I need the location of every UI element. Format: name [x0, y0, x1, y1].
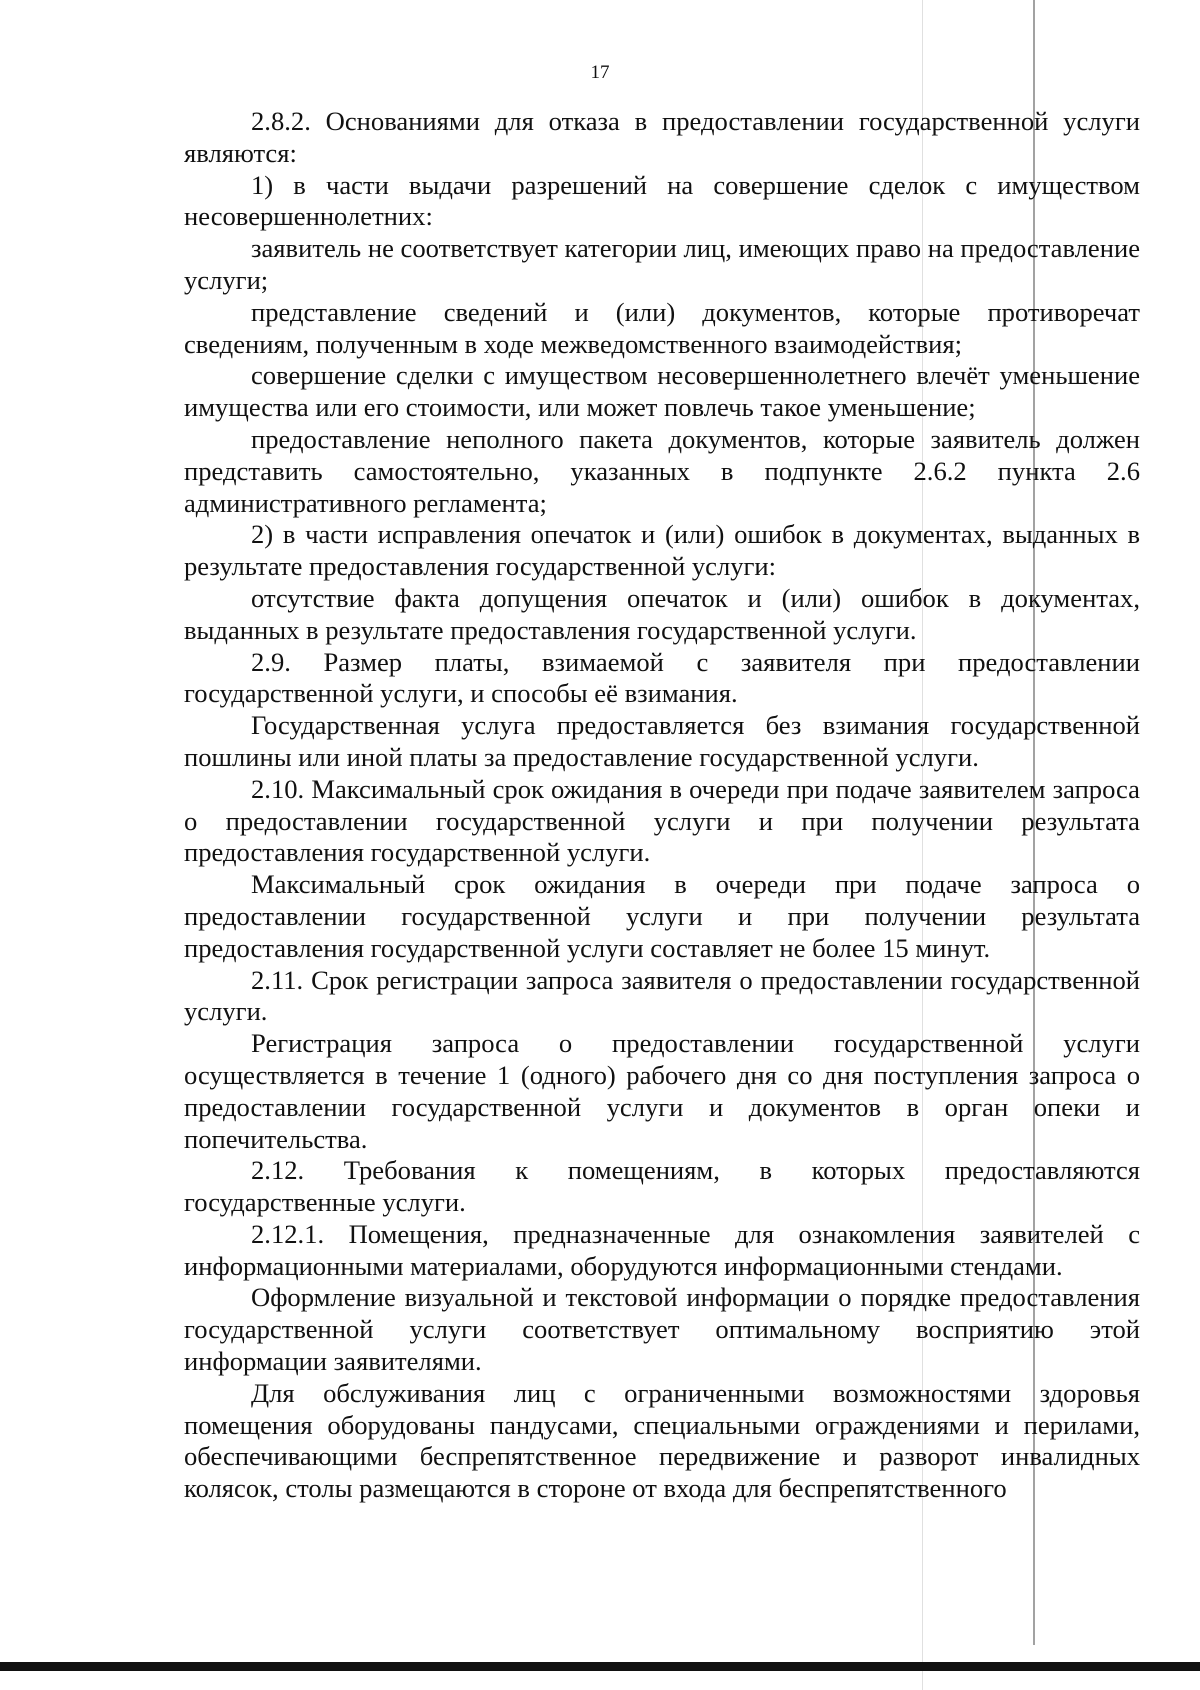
paragraph: 2) в части исправления опечаток и (или) ошибок в документах, выданных в результате предоставления государственной услуги:: [184, 519, 1140, 582]
paragraph: 2.9. Размер платы, взимаемой с заявителя при предоставлении государственной услуги, и способы её взимания.: [184, 646, 1140, 709]
paragraph: Максимальный срок ожидания в очереди при подаче запроса о предоставлении государственной услуги и при получении результата предоставления государственной услуги составляет не более 15 минут.: [184, 869, 1140, 963]
scan-border-bar: [0, 1662, 1200, 1671]
paragraph: 2.10. Максимальный срок ожидания в очереди при подаче заявителем запроса о предоставлении государственной услуги и при получении результата предоставления государственной услуги.: [184, 773, 1140, 868]
paragraph: отсутствие факта допущения опечаток и (или) ошибок в документах, выданных в результате предоставления государственной услуги.: [184, 582, 1140, 645]
paragraph: предоставление неполного пакета документов, которые заявитель должен представить самостоятельно, указанных в подпункте 2.6.2 пункта 2.6 административного регламента;: [184, 423, 1140, 518]
paragraph: 2.12. Требования к помещениям, в которых предоставляются государственные услуги.: [184, 1155, 1140, 1218]
document-body: [184, 106, 1140, 1505]
paragraph: 2.8.2. Основаниями для отказа в предоставлении государственной услуги являются:: [184, 106, 1140, 168]
paragraph: Государственная услуга предоставляется без взимания государственной пошлины или иной платы за предоставление государственной услуги.: [184, 710, 1140, 772]
paragraph: Оформление визуальной и текстовой информации о порядке предоставления государственной услуги соответствует оптимальному восприятию этой информации заявителями.: [184, 1282, 1140, 1377]
paragraph: совершение сделки с имуществом несовершеннолетнего влечёт уменьшение имущества или его стоимости, или может повлечь такое уменьшение;: [184, 360, 1140, 423]
paragraph: заявитель не соответствует категории лиц, имеющих право на предоставление услуги;: [184, 233, 1140, 295]
paragraph: представление сведений и (или) документов, которые противоречат сведениям, полученным в ходе межведомственного взаимодействия;: [184, 296, 1140, 359]
paragraph: 1) в части выдачи разрешений на совершение сделок с имуществом несовершеннолетних:: [184, 169, 1140, 232]
paragraph: Для обслуживания лиц с ограниченными возможностями здоровья помещения оборудованы пандусами, специальными ограждениями и перилами, обеспечивающими беспрепятственное передвижение и разворот инвалидных колясок, столы размещаются в стороне от входа для беспрепятственного: [184, 1377, 1140, 1504]
paragraph: 2.11. Срок регистрации запроса заявителя о предоставлении государственной услуги.: [184, 964, 1140, 1027]
paragraph: Регистрация запроса о предоставлении государственной услуги осуществляется в течение 1 (одного) рабочего дня со дня поступления запроса о предоставлении государственной услуги и документов в орган опеки и попечительства.: [184, 1028, 1140, 1154]
page-number: 17: [590, 62, 610, 83]
paragraph: 2.12.1. Помещения, предназначенные для ознакомления заявителей с информационными материалами, оборудуются информационными стендами.: [184, 1218, 1140, 1281]
